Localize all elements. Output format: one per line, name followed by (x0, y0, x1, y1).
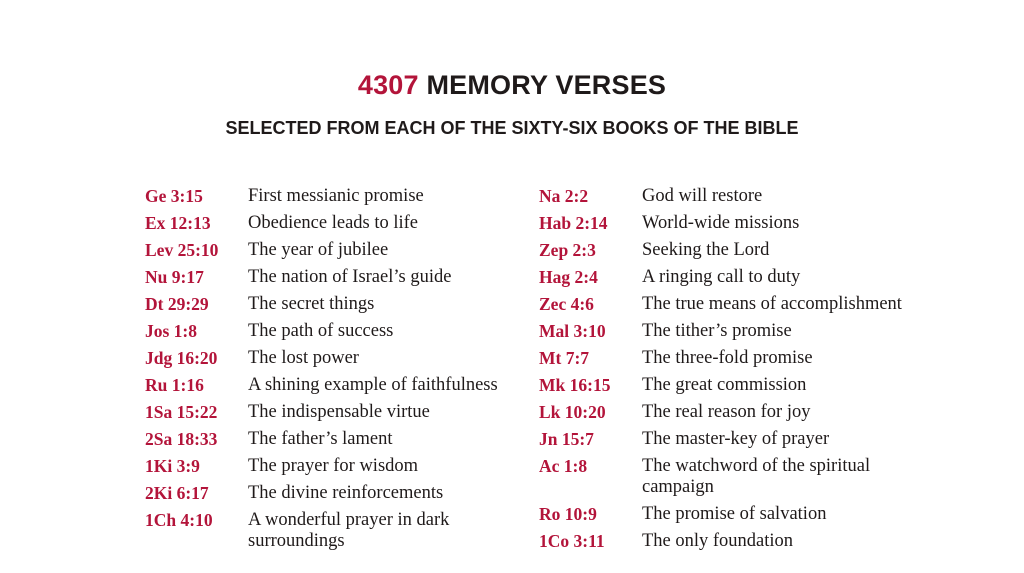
verse-reference: Ex 12:13 (145, 213, 211, 233)
verse-description: The prayer for wisdom (248, 456, 419, 476)
verse-description: The watchword of the spiritual campaign (642, 456, 871, 497)
verse-row (539, 453, 919, 501)
verse-description: The divine reinforcements (248, 483, 444, 503)
verse-row (539, 210, 919, 237)
verse-row (539, 291, 919, 318)
verse-row (145, 210, 525, 237)
verse-reference: Hab 2:14 (539, 213, 608, 233)
verse-description: The true means of accomplishment (642, 294, 902, 314)
verse-description: The year of jubilee (248, 240, 389, 260)
verse-reference: 2Ki 6:17 (145, 483, 209, 503)
right-verse-column (539, 183, 919, 555)
verse-description: First messianic promise (248, 186, 424, 206)
verse-reference: Ru 1:16 (145, 375, 204, 395)
verse-reference: Zec 4:6 (539, 294, 594, 314)
verse-description: A ringing call to duty (642, 267, 801, 287)
verse-description: The tither’s promise (642, 321, 792, 341)
verse-row (145, 264, 525, 291)
verse-description: The secret things (248, 294, 375, 314)
verse-reference: 1Sa 15:22 (145, 402, 218, 422)
verse-reference: 1Co 3:11 (539, 531, 605, 551)
verse-row (145, 399, 525, 426)
verse-reference: Dt 29:29 (145, 294, 209, 314)
verse-row (145, 372, 525, 399)
verse-row (539, 426, 919, 453)
verse-row (145, 453, 525, 480)
verse-reference: Ge 3:15 (145, 186, 203, 206)
verse-row (539, 501, 919, 528)
verse-row (145, 291, 525, 318)
verse-row (539, 372, 919, 399)
verse-description: The nation of Israel’s guide (248, 267, 452, 287)
verse-reference: 1Ki 3:9 (145, 456, 200, 476)
verse-description: Obedience leads to life (248, 213, 419, 233)
verse-row (539, 345, 919, 372)
verse-description: The great commission (642, 375, 807, 395)
verse-row (145, 183, 525, 210)
verse-description: The father’s lament (248, 429, 393, 449)
verse-reference: Jos 1:8 (145, 321, 198, 341)
verse-reference: Mt 7:7 (539, 348, 590, 368)
verse-description: The promise of salvation (642, 504, 827, 524)
verse-description: A shining example of faithfulness (248, 375, 498, 395)
verse-reference: Ro 10:9 (539, 504, 597, 524)
verse-row (145, 237, 525, 264)
verse-row (145, 345, 525, 372)
verse-row (539, 399, 919, 426)
verse-reference: 2Sa 18:33 (145, 429, 218, 449)
page-title (0, 70, 1024, 101)
verse-reference: Lev 25:10 (145, 240, 219, 260)
verse-reference: Jdg 16:20 (145, 348, 218, 368)
verse-row (145, 318, 525, 345)
title-text: MEMORY VERSES (426, 70, 667, 100)
verse-row (539, 183, 919, 210)
verse-row (145, 480, 525, 507)
verse-description: Seeking the Lord (642, 240, 770, 260)
verse-reference: Zep 2:3 (539, 240, 596, 260)
verse-reference: Mal 3:10 (539, 321, 606, 341)
verse-description: The path of success (248, 321, 394, 341)
verse-description: The only foundation (642, 531, 794, 551)
verse-reference: Jn 15:7 (539, 429, 594, 449)
verse-description: The real reason for joy (642, 402, 811, 422)
verse-description: The indispensable virtue (248, 402, 430, 422)
verse-reference: Mk 16:15 (539, 375, 611, 395)
verse-reference: Nu 9:17 (145, 267, 204, 287)
verse-row (145, 507, 525, 555)
verse-row (539, 264, 919, 291)
verse-row (539, 318, 919, 345)
verse-description: God will restore (642, 186, 763, 206)
verse-description: The three-fold promise (642, 348, 813, 368)
verse-description: A wonderful prayer in dark surroundings (248, 510, 450, 551)
page-subtitle: SELECTED FROM EACH OF THE SIXTY-SIX BOOKS OF THE BIBLE (225, 118, 799, 138)
verse-reference: Hag 2:4 (539, 267, 598, 287)
left-verse-column (145, 183, 525, 555)
verse-reference: Ac 1:8 (539, 456, 588, 476)
verse-row (539, 528, 919, 555)
verse-reference: 1Ch 4:10 (145, 510, 213, 530)
verse-description: The master-key of prayer (642, 429, 830, 449)
verse-description: World-wide missions (642, 213, 800, 233)
verse-reference: Na 2:2 (539, 186, 589, 206)
verse-description: The lost power (248, 348, 359, 368)
title-number: 4307 (357, 70, 419, 100)
verse-reference: Lk 10:20 (539, 402, 606, 422)
verse-row (145, 426, 525, 453)
verse-row (539, 237, 919, 264)
